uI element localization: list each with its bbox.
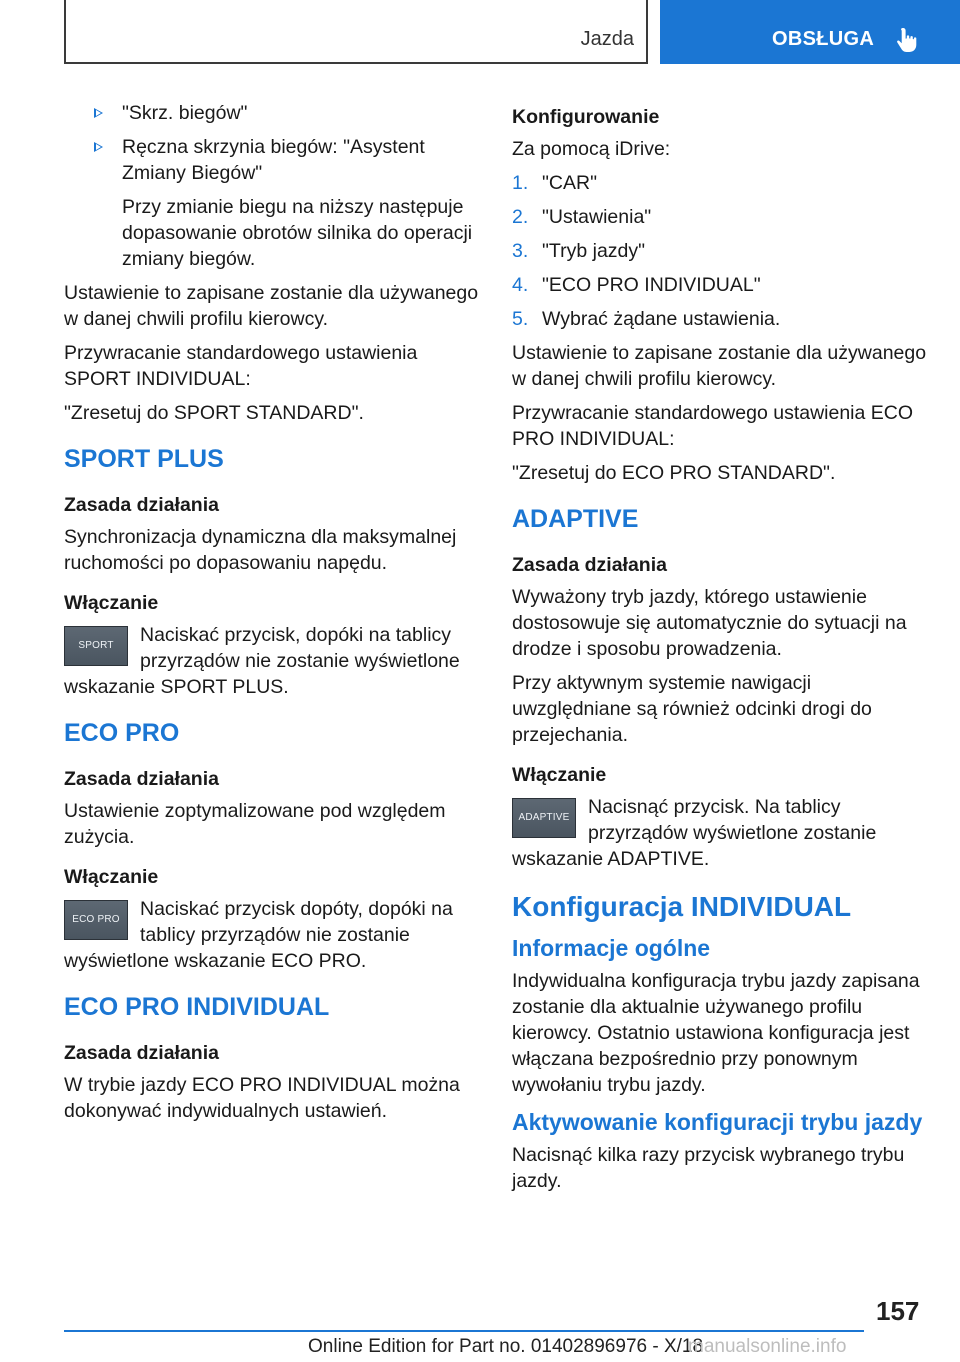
button-instruction: ECO PRO Naciskać przycisk dopóty, dopóki na tablicy przyrządów nie zostanie wyświetlone wskazanie ECO PRO. [64, 898, 453, 972]
hand-pointer-icon [892, 24, 924, 56]
subheading: Konfigurowanie [512, 106, 660, 128]
subheading: Włączanie [64, 866, 159, 888]
watermark: manualsonline.info [688, 1336, 847, 1357]
list-item: 2. "Ustawienia" [512, 206, 652, 228]
header-tab-label: OBSŁUGA [772, 28, 875, 50]
paragraph: "Zresetuj do SPORT STANDARD". [64, 402, 364, 424]
paragraph: Wyważony tryb jazdy, którego ustawienie dostosowuje się automatycznie do sytuacji na drodze i sposobu prowadzenia. [512, 586, 907, 660]
subheading: Zasada działania [64, 1042, 219, 1064]
subsection-heading: Informacje ogólne [512, 935, 711, 961]
subheading: Zasada działania [64, 494, 219, 516]
list-item: 5. Wybrać żądane ustawienia. [512, 308, 781, 330]
steps-list [512, 170, 928, 332]
list-item-note: Przy zmianie biegu na niższy następuje dopasowanie obrotów silnika do operacji zmiany biegów. [122, 196, 473, 270]
right-column [512, 100, 928, 1202]
list-item: "Skrz. biegów" [64, 100, 480, 126]
header-section-label: Jazda [580, 28, 634, 50]
paragraph: Przywracanie standardowego ustawienia ECO PRO INDIVIDUAL: [512, 402, 914, 450]
section-heading-sport-plus: SPORT PLUS [64, 445, 224, 473]
sport-button-image: SPORT [64, 626, 128, 666]
header-section-box [64, 0, 648, 64]
list-item: 3. "Tryb jazdy" [512, 240, 646, 262]
header-tab[interactable] [660, 0, 960, 64]
button-instruction: ADAPTIVE Nacisnąć przycisk. Na tablicy przyrządów wyświetlone zostanie wskazanie ADAPTIVE. [512, 796, 877, 870]
list-item: 4. "ECO PRO INDIVIDUAL" [512, 274, 761, 296]
triangle-bullet-icon [94, 142, 103, 152]
eco-pro-button-image: ECO PRO [64, 900, 128, 940]
paragraph: Przy aktywnym systemie nawigacji uwzględniane są również odcinki drogi do przejechania. [512, 672, 872, 746]
button-instruction: SPORT Naciskać przycisk, dopóki na tablicy przyrządów nie zostanie wyświetlone wskazanie SPORT PLUS. [64, 624, 460, 698]
subheading: Włączanie [512, 764, 607, 786]
section-heading-eco-pro: ECO PRO [64, 719, 180, 747]
adaptive-button-image: ADAPTIVE [512, 798, 576, 838]
paragraph: Przywracanie standardowego ustawienia SPORT INDIVIDUAL: [64, 342, 418, 390]
footer-divider [64, 1330, 864, 1332]
paragraph: Za pomocą iDrive: [512, 138, 671, 160]
list-item: Ręczna skrzynia biegów: "Asystent Zmiany Biegów" [64, 134, 480, 186]
subheading: Zasada działania [512, 554, 667, 576]
subheading: Włączanie [64, 592, 159, 614]
page-number: 157 [876, 1296, 920, 1326]
left-column [64, 100, 480, 1132]
section-heading-eco-pro-individual: ECO PRO INDIVIDUAL [64, 993, 330, 1021]
paragraph: Synchronizacja dynamiczna dla maksymalnej ruchomości po dopasowaniu napędu. [64, 526, 457, 574]
paragraph: "Zresetuj do ECO PRO STANDARD". [512, 462, 836, 484]
paragraph: Ustawienie zoptymalizowane pod względem zużycia. [64, 800, 446, 848]
section-heading-individual: Konfiguracja INDIVIDUAL [512, 891, 852, 922]
edition-text: Online Edition for Part no. 01402896976 - X/18 [308, 1336, 704, 1357]
section-heading-adaptive: ADAPTIVE [512, 505, 639, 533]
paragraph: Ustawienie to zapisane zostanie dla używanego w danej chwili profilu kierowcy. [64, 282, 479, 330]
paragraph: Nacisnąć kilka razy przycisk wybranego trybu jazdy. [512, 1144, 905, 1192]
list-item: 1. "CAR" [512, 172, 598, 194]
paragraph: Indywidualna konfiguracja trybu jazdy zapisana zostanie dla aktualnie używanego profilu kierowcy. Ostatnio ustawiona konfiguracja jest włączana bezpośrednio przy ponownym wywołaniu trybu jazdy. [512, 970, 920, 1096]
subsection-heading: Aktywowanie konfiguracji trybu jazdy [512, 1109, 923, 1135]
triangle-bullet-icon [94, 108, 103, 118]
subheading: Zasada działania [64, 768, 219, 790]
paragraph: Ustawienie to zapisane zostanie dla używanego w danej chwili profilu kierowcy. [512, 342, 927, 390]
paragraph: W trybie jazdy ECO PRO INDIVIDUAL można dokonywać indywidualnych ustawień. [64, 1074, 460, 1122]
